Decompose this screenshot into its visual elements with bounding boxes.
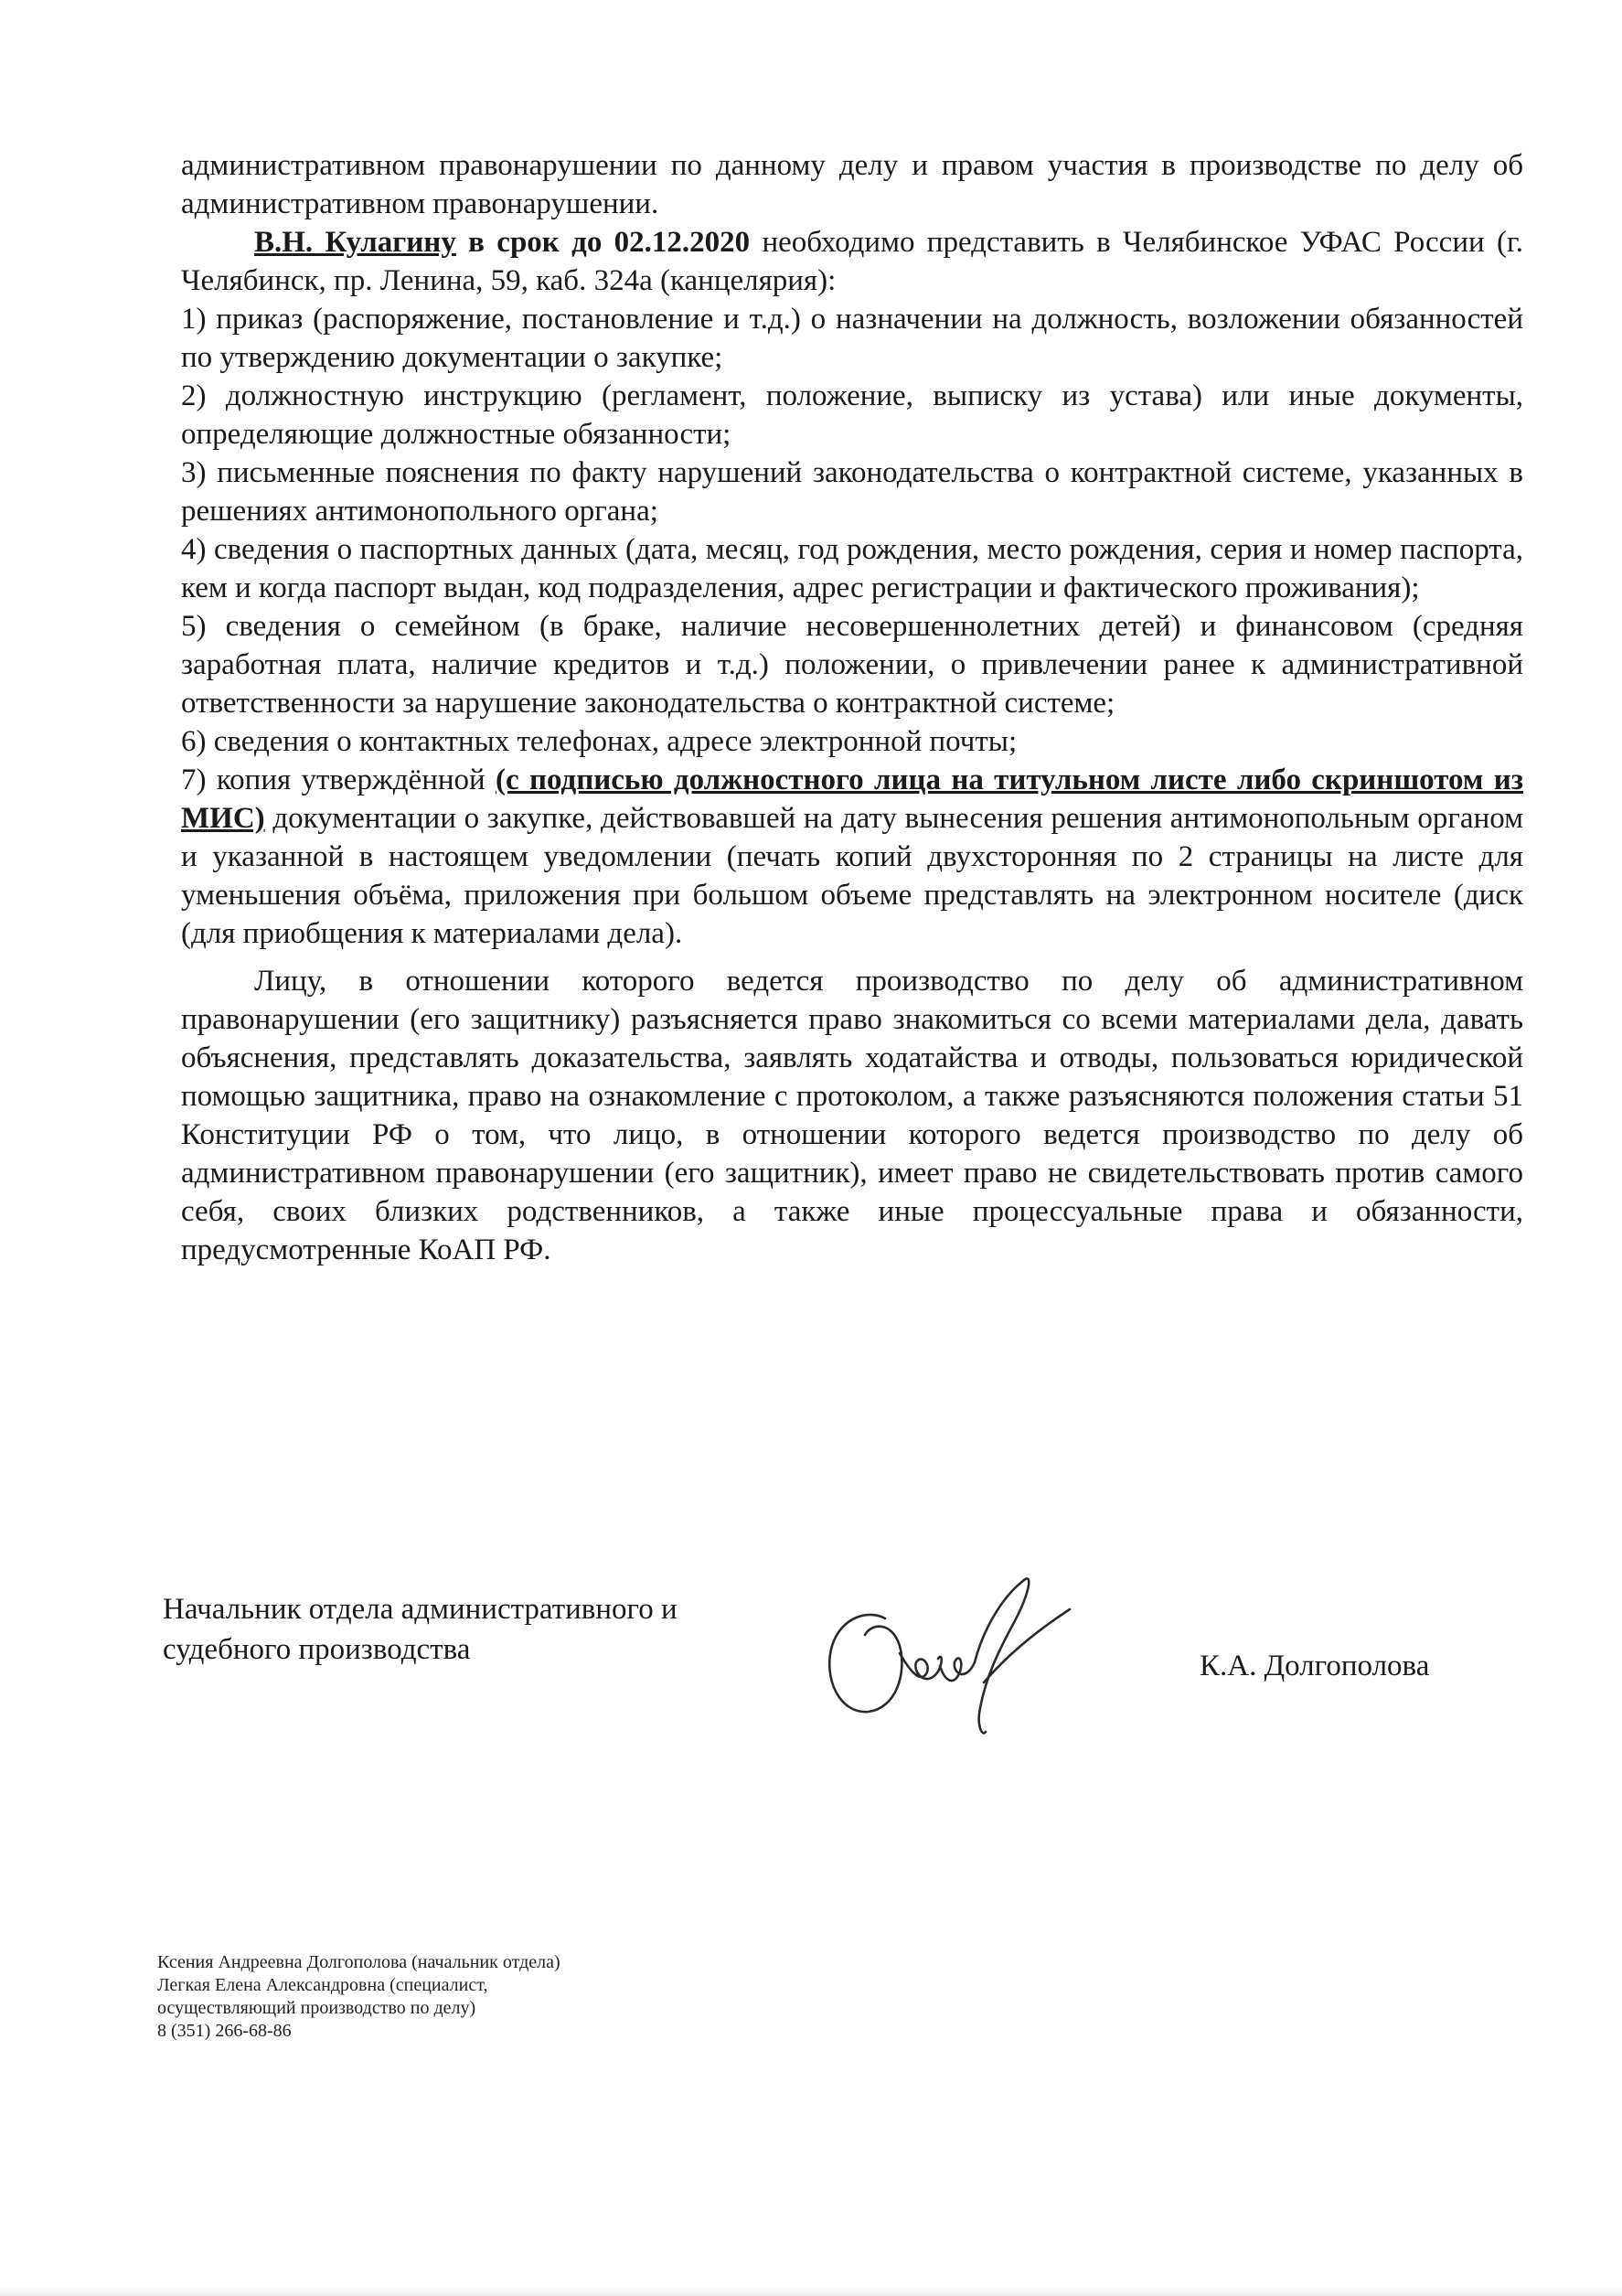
contact-line-2: Легкая Елена Александровна (специалист,: [157, 1975, 488, 1995]
contact-info: [157, 1951, 742, 2043]
addressee-name: В.Н. Кулагину: [254, 226, 456, 259]
scan-edge: [0, 2286, 1622, 2296]
signatory-position: [163, 1589, 821, 1670]
handwritten-signature: [805, 1545, 1097, 1765]
position-line-1: Начальник отдела административного и: [163, 1593, 678, 1626]
list-item-5: 5) сведения о семейном (в браке, наличие несовершеннолетних детей) и финансовом (средняя заработная плата, наличие кредитов и т.д.) положении, о привлечении ранее к административной ответственности за нарушение законодательства о контрактной системе;: [181, 610, 1523, 720]
rights-paragraph: Лицу, в отношении которого ведется производство по делу об административном правонарушении (его защитнику) разъясняется право знакомиться со всеми материалами дела, давать объяснения, представлять доказательства, заявлять ходатайства и отводы, пользоваться юридической помощью защитника, право на ознакомление с протоколом, а также разъясняются положения статьи 51 Конституции РФ о том, что лицо, в отношении которого ведется производство по делу об административном правонарушении (его защитник), имеет право не свидетельствовать против самого себя, своих близких родственников, а также иные процессуальные права и обязанности, предусмотренные КоАП РФ.: [181, 965, 1523, 1266]
paragraph-gap: [181, 953, 1523, 962]
list-item-6: 6) сведения о контактных телефонах, адресе электронной почты;: [181, 725, 1018, 758]
contact-line-1: Ксения Андреевна Долгополова (начальник отдела): [157, 1952, 560, 1972]
request-paragraph: [181, 223, 1523, 300]
contact-phone: 8 (351) 266-68-86: [157, 2021, 292, 2041]
contact-line-3: осуществляющий производство по делу): [157, 1998, 476, 2018]
deadline-text: в срок до 02.12.2020: [468, 226, 751, 259]
list-item-1: 1) приказ (распоряжение, постановление и т.д.) о назначении на должность, возложении обязанностей по утверждению документации о закупке;: [181, 303, 1523, 374]
list-item-7-emphasis: (с подписью должностного лица на титульном листе либо скриншотом из МИС): [181, 764, 1523, 835]
signatory-name: К.А. Долгополова: [1200, 1650, 1430, 1682]
list-item-7: [181, 761, 1523, 953]
list-item-2: 2) должностную инструкцию (регламент, положение, выписку из устава) или иные документы, определяющие должностные обязанности;: [181, 379, 1523, 451]
continuation-paragraph: административном правонарушении по данному делу и правом участия в производстве по делу об административном правонарушении.: [181, 149, 1523, 220]
list-item-7-text: документации о закупке, действовавшей на дату вынесения решения антимонопольным органом и указанной в настоящем уведомлении (печать копий двухсторонняя по 2 страницы на листе для уменьшения объёма, приложения при большом объеме представлять на электронном носителе (диск (для приобщения к материалами дела).: [181, 802, 1523, 950]
request-text: необходимо представить в Челябинское УФАС России (г. Челябинск, пр. Ленина, 59, каб. 324а (канцелярия):: [181, 226, 1524, 297]
position-line-2: судебного производства: [163, 1633, 471, 1666]
list-item-4: 4) сведения о паспортных данных (дата, месяц, год рождения, место рождения, серия и номер паспорта, кем и когда паспорт выдан, код подразделения, адрес регистрации и фактического проживания);: [181, 533, 1523, 604]
list-item-3: 3) письменные пояснения по факту нарушений законодательства о контрактной системе, указанных в решениях антимонопольного органа;: [181, 456, 1523, 528]
list-item-7-prefix: 7) копия утверждённой: [181, 764, 496, 796]
letter-body: [181, 146, 1523, 1269]
